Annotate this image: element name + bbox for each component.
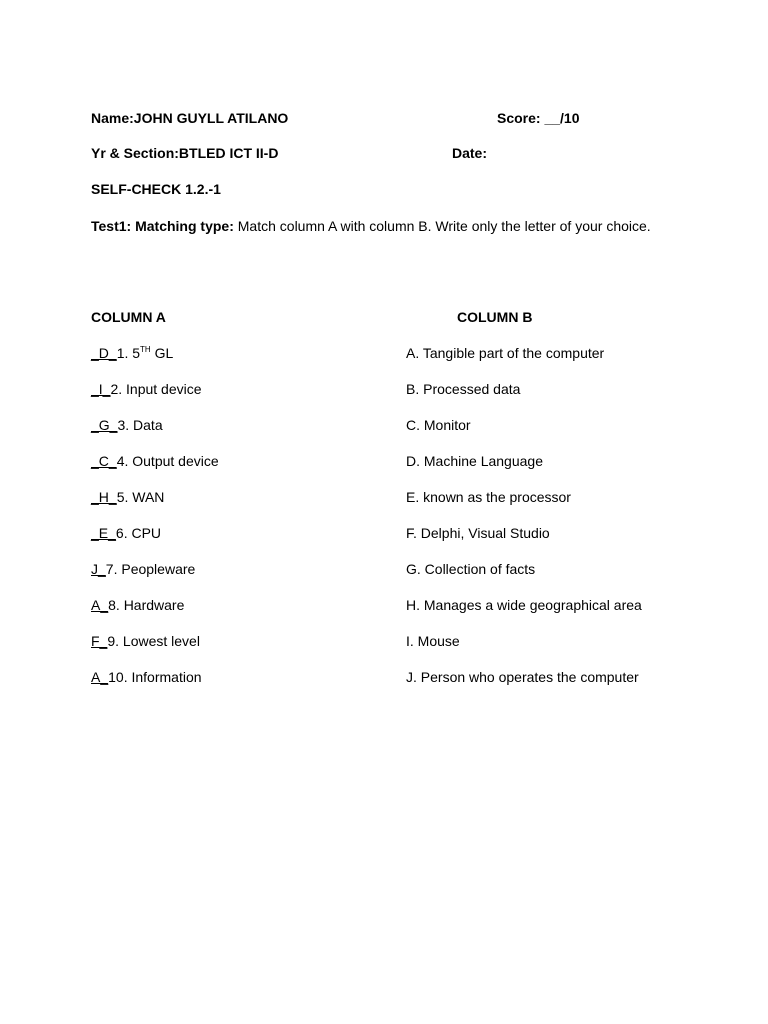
column-b-item: A. Tangible part of the computer — [406, 345, 605, 361]
column-a-item — [91, 632, 200, 650]
answer-letter: _H_ — [91, 489, 117, 505]
date-line — [452, 144, 487, 162]
answer-letter: _G_ — [91, 417, 118, 433]
item-text: 6. CPU — [115, 525, 162, 541]
item-text: 2. Input device — [110, 381, 202, 397]
instructions — [91, 216, 671, 237]
column-b-item: G. Collection of facts — [406, 561, 536, 577]
item-text: 9. Lowest level — [107, 633, 200, 649]
item-suffix: GL — [150, 345, 174, 361]
answer-letter: A_ — [91, 669, 109, 685]
column-a-item — [91, 524, 161, 542]
column-b-item: C. Monitor — [406, 417, 471, 433]
answer-letter: _E_ — [91, 525, 116, 541]
score-label: Score: — [497, 110, 541, 126]
column-b-item: E. known as the processor — [406, 489, 571, 505]
answer-letter: _I_ — [91, 381, 111, 397]
name-value: JOHN GUYLL ATILANO — [133, 110, 289, 126]
item-text: 1. 5 — [116, 345, 141, 361]
answer-letter: _C_ — [91, 453, 117, 469]
column-b-item: D. Machine Language — [406, 453, 543, 469]
item-text: 3. Data — [117, 417, 163, 433]
answer-letter: A_ — [91, 597, 109, 613]
name-label: Name: — [91, 110, 134, 126]
name-line — [91, 109, 288, 127]
column-b-item: I. Mouse — [406, 633, 460, 649]
column-a-item — [91, 560, 195, 578]
page-title: SELF-CHECK 1.2.-1 — [91, 181, 221, 197]
column-a-item — [91, 668, 202, 686]
item-text: 4. Output device — [116, 453, 219, 469]
column-a-header: COLUMN A — [91, 309, 166, 325]
column-b-item: B. Processed data — [406, 381, 521, 397]
column-a-item — [91, 488, 164, 506]
answer-letter: J_ — [91, 561, 106, 577]
column-b-item: H. Manages a wide geographical area — [406, 597, 642, 613]
item-text: 7. Peopleware — [105, 561, 196, 577]
column-a-item — [91, 596, 184, 614]
answer-letter: F_ — [91, 633, 108, 649]
superscript: TH — [140, 345, 151, 354]
column-b-item: F. Delphi, Visual Studio — [406, 525, 550, 541]
date-label: Date: — [452, 145, 488, 161]
column-b-header: COLUMN B — [457, 309, 533, 325]
section-value: BTLED ICT II-D — [178, 145, 279, 161]
item-text: 5. WAN — [116, 489, 165, 505]
column-b-item: J. Person who operates the computer — [406, 669, 639, 685]
instructions-label: Test1: Matching type: — [91, 218, 234, 234]
column-a-item — [91, 380, 202, 398]
item-text: 10. Information — [108, 669, 202, 685]
answer-letter: _D_ — [91, 345, 117, 361]
column-a-item — [91, 416, 163, 434]
instructions-text: Match column A with column B. Write only the letter of your choice. — [233, 218, 651, 234]
section-label: Yr & Section: — [91, 145, 179, 161]
item-text: 8. Hardware — [108, 597, 185, 613]
column-a-item — [91, 452, 219, 470]
score-line — [497, 109, 580, 127]
score-value: __/10 — [540, 110, 580, 126]
column-a-item — [91, 344, 173, 362]
section-line — [91, 144, 278, 162]
